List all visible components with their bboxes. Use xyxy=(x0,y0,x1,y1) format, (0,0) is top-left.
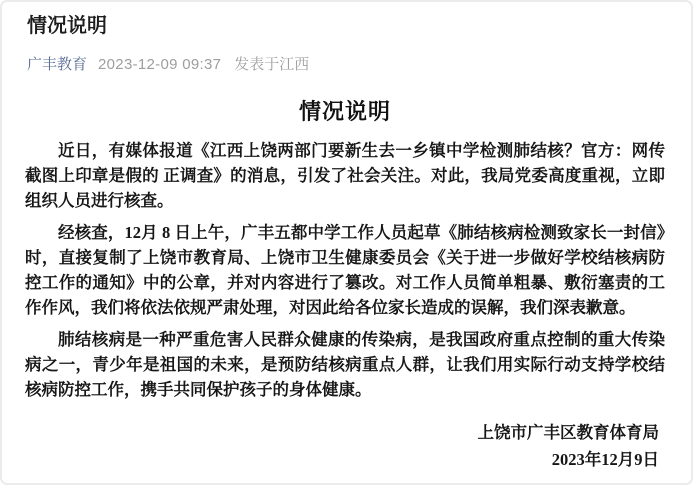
statement-paragraph-1: 近日，有媒体报道《江西上饶两部门要新生去一乡镇中学检测肺结核？官方：网传截图上印章是假的 正调查》的消息，引发了社会关注。对此，我局党委高度重视，立即组织人员进行核查。 xyxy=(25,141,665,210)
statement-heading: 情况说明 xyxy=(298,99,391,124)
statement-document xyxy=(25,99,665,473)
signature-date: 2023年12月9日 xyxy=(551,450,659,469)
publish-timestamp: 2023-12-09 09:37 xyxy=(98,56,222,73)
article-header xyxy=(2,2,691,75)
account-name-link[interactable]: 广丰教育 xyxy=(27,56,88,73)
article-title: 情况说明 xyxy=(27,15,107,37)
statement-paragraph-3: 肺结核病是一种严重危害人民群众健康的传染病，是我国政府重点控制的重大传染病之一，青少年是祖国的未来，是预防结核病重点人群，让我们用实际行动支持学校结核病防控工作，携手共同保护孩子的身体健康。 xyxy=(25,330,665,399)
signature-organization: 上饶市广丰区教育体育局 xyxy=(477,423,659,442)
article-byline xyxy=(27,55,666,75)
statement-paragraph-2: 经核查，12月 8 日上午，广丰五都中学工作人员起草《肺结核病检测致家长一封信》时，直接复制了上饶市教育局、上饶市卫生健康委员会《关于进一步做好学校结核病防控工作的通知》中的公章，并对内容进行了篡改。对工作人员简单粗暴、敷衍塞责的工作作风，我们将依法依规严肃处理，对因此给各位家长造成的误解，我们深表歉意。 xyxy=(25,223,665,317)
publish-location: 发表于江西 xyxy=(234,56,310,73)
signature-block xyxy=(25,419,665,473)
